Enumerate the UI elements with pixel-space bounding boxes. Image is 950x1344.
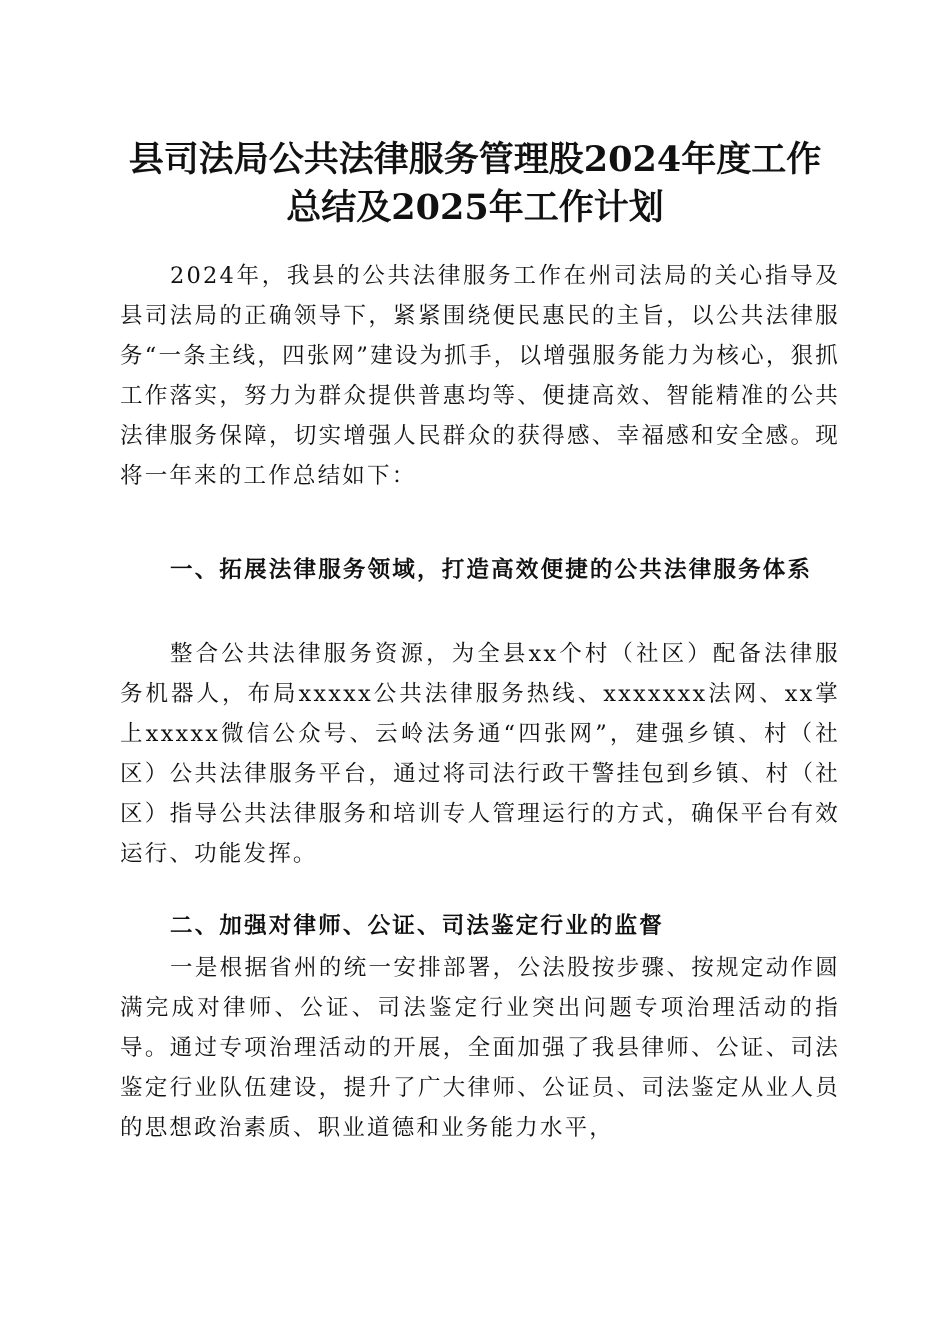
section-paragraph-2: 一是根据省州的统一安排部署，公法股按步骤、按规定动作圆满完成对律师、公证、司法鉴定行业突出问题专项治理活动的指导。通过专项治理活动的开展，全面加强了我县律师、公证、司法鉴定行业队伍建设，提升了广大律师、公证员、司法鉴定从业人员的思想政治素质、职业道德和业务能力水平， — [120, 955, 840, 1141]
section-paragraph-1: 整合公共法律服务资源，为全县xx个村（社区）配备法律服务机器人，布局xxxxx公共法律服务热线、xxxxxxx法网、xx掌上xxxxx微信公众号、云岭法务通“四张网”，建强乡镇、村（社区）公共法律服务平台，通过将司法行政干警挂包到乡镇、村（社区）指导公共法律服务和培训专人管理运行的方式，确保平台有效运行、功能发挥。 — [120, 641, 840, 867]
section-heading-1: 一、拓展法律服务领域，打造高效便捷的公共法律服务体系 — [170, 557, 813, 583]
document-title-line1: 县司法局公共法律服务管理股2024年度工作 — [128, 139, 822, 180]
section-heading-2: 二、加强对律师、公证、司法鉴定行业的监督 — [170, 913, 665, 939]
intro-paragraph: 2024年，我县的公共法律服务工作在州司法局的关心指导及县司法局的正确领导下，紧紧围绕便民惠民的主旨，以公共法律服务“一条主线，四张网”建设为抓手，以增强服务能力为核心，狠抓工作落实，努力为群众提供普惠均等、便捷高效、智能精准的公共法律服务保障，切实增强人民群众的获得感、幸福感和安全感。现将一年来的工作总结如下： — [120, 263, 840, 489]
document-title-line2: 总结及2025年工作计划 — [286, 187, 664, 228]
